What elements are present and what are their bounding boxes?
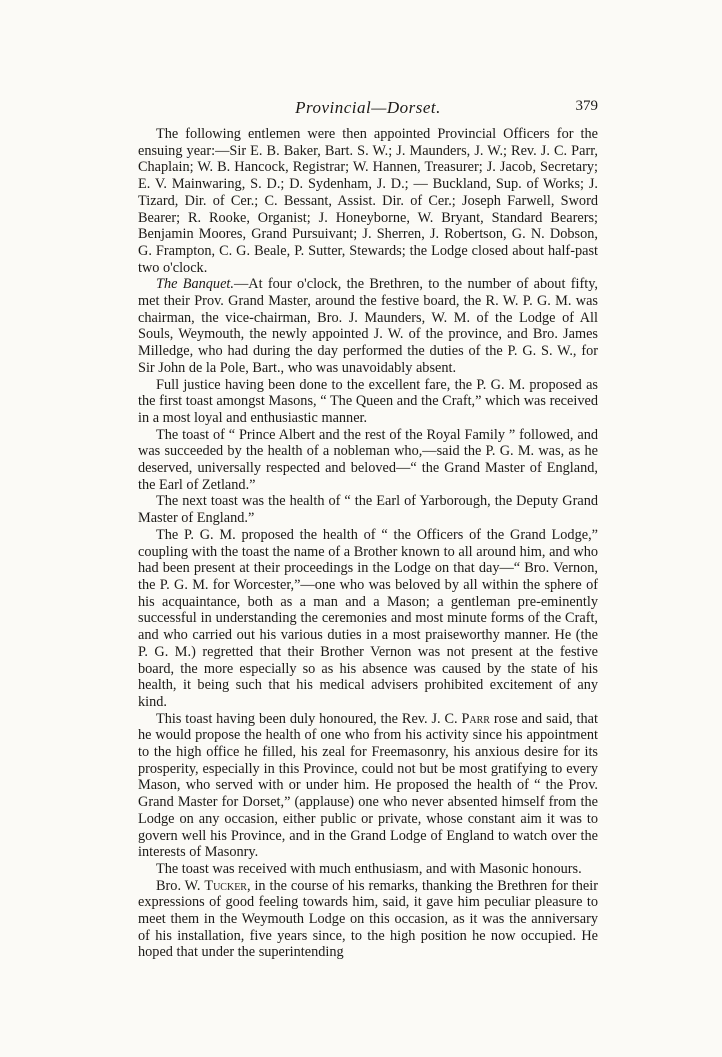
paragraph — [138, 878, 598, 962]
text-run: , in the course of his remarks, thanking the Brethren for their expressions of good feeling towards him, said, it gave him peculiar pleasure to meet them in the Weymouth Lodge on this occasion, as it was the anniversary of his installation, five years since, to the high position he now occupied. He hoped that under the superintending — [138, 877, 599, 961]
page-header — [138, 98, 598, 120]
paragraph — [138, 527, 598, 711]
text-run: rose and said, that he would propose the health of one who from his activity since his appointment to the high office he filled, his zeal for Freemasonry, his anxious desire for its prosperity, especially in this Province, could not but be most gratifying to every Mason, who served with or under him. He proposed the health of “ the Prov. Grand Master for Dorset,” (applause) one who never absented himself from the Lodge on any occasion, either public or private, whose constant aim it was to govern well his Province, and in the Grand Lodge of England to watch over the interests of Masonry. — [138, 710, 598, 861]
text-run: The Banquet. — [156, 276, 234, 293]
paragraph — [138, 126, 598, 276]
text-run: Parr — [461, 710, 490, 727]
text-run: The toast of “ Prince Albert and the rest of the Royal Family ” followed, and was succeeded by the health of a nobleman who,—said the P. G. M. was, as he deserved, universally respected and beloved—“ the Grand Master of England, the Earl of Zetland.” — [138, 426, 598, 493]
text-run: The next toast was the health of “ the Earl of Yarborough, the Deputy Grand Master of England.” — [138, 493, 598, 527]
paragraph — [138, 276, 598, 376]
running-title: Provincial—Dorset. — [295, 98, 441, 117]
page-number: 379 — [575, 98, 598, 114]
text-run: The following entlemen were then appointed Provincial Officers for the ensuing year:—Sir E. B. Baker, Bart. S. W.; J. Maunders, J. W.; Rev. J. C. Parr, Chaplain; W. B. Hancock, Registrar; W. Hannen, Treasurer; J. Jacob, Secretary; E. V. Mainwaring, S. D.; D. Sydenham, J. D.; — Buckland, Sup. of Works; J. Tizard, Dir. of Cer.; C. Bessant, Assist. Dir. of Cer.; Joseph Farwell, Sword Bearer; R. Rooke, Organist; J. Honeyborne, W. Bryant, Standard Bearers; Benjamin Moores, Grand Pursuivant; J. Sherren, J. Robertson, G. N. Dobson, G. Frampton, C. G. Beale, P. Sutter, Stewards; the Lodge closed about half-past two o'clock. — [138, 126, 598, 276]
paragraph — [138, 711, 598, 861]
paragraph — [138, 493, 598, 526]
paragraph — [138, 377, 598, 427]
paragraph — [138, 427, 598, 494]
text-run: The toast was received with much enthusiasm, and with Masonic honours. — [156, 860, 582, 877]
text-run: —At four o'clock, the Brethren, to the number of about fifty, met their Prov. Grand Master, around the festive board, the R. W. P. G. M. was chairman, the vice-chairman, Bro. J. Maunders, W. M. of the Lodge of All Souls, Weymouth, the newly appointed J. W. of the province, and Bro. James Milledge, who had during the day performed the duties of the P. G. S. W., for Sir John de la Pole, Bart., who was unavoidably absent. — [138, 276, 598, 376]
text-run: The P. G. M. proposed the health of “ the Officers of the Grand Lodge,” coupling with the toast the name of a Brother known to all around him, and who had been present at their proceedings in the Lodge on that day—“ Bro. Vernon, the P. G. M. for Worcester,”—one who was beloved by all within the sphere of his acquaintance, both as a man and a Mason; a gentleman pre-eminently successful in understanding the ceremonies and most minute forms of the Craft, and who carried out his various duties in a most praiseworthy manner. He (the P. G. M.) regretted that their Brother Vernon was not present at the festive board, the more especially so as his absence was caused by the state of his health, it being such that his medical advisers prohibited excitement of any kind. — [138, 526, 598, 710]
text-run: This toast having been duly honoured, the Rev. J. C. — [156, 710, 462, 727]
paragraph — [138, 861, 598, 878]
body-text — [138, 126, 598, 961]
text-run: Bro. W. — [156, 877, 205, 894]
text-run: Full justice having been done to the excellent fare, the P. G. M. proposed as the first toast amongst Masons, “ The Queen and the Craft,” which was received in a most loyal and enthusiastic manner. — [138, 376, 598, 426]
text-run: Tucker — [204, 877, 247, 894]
